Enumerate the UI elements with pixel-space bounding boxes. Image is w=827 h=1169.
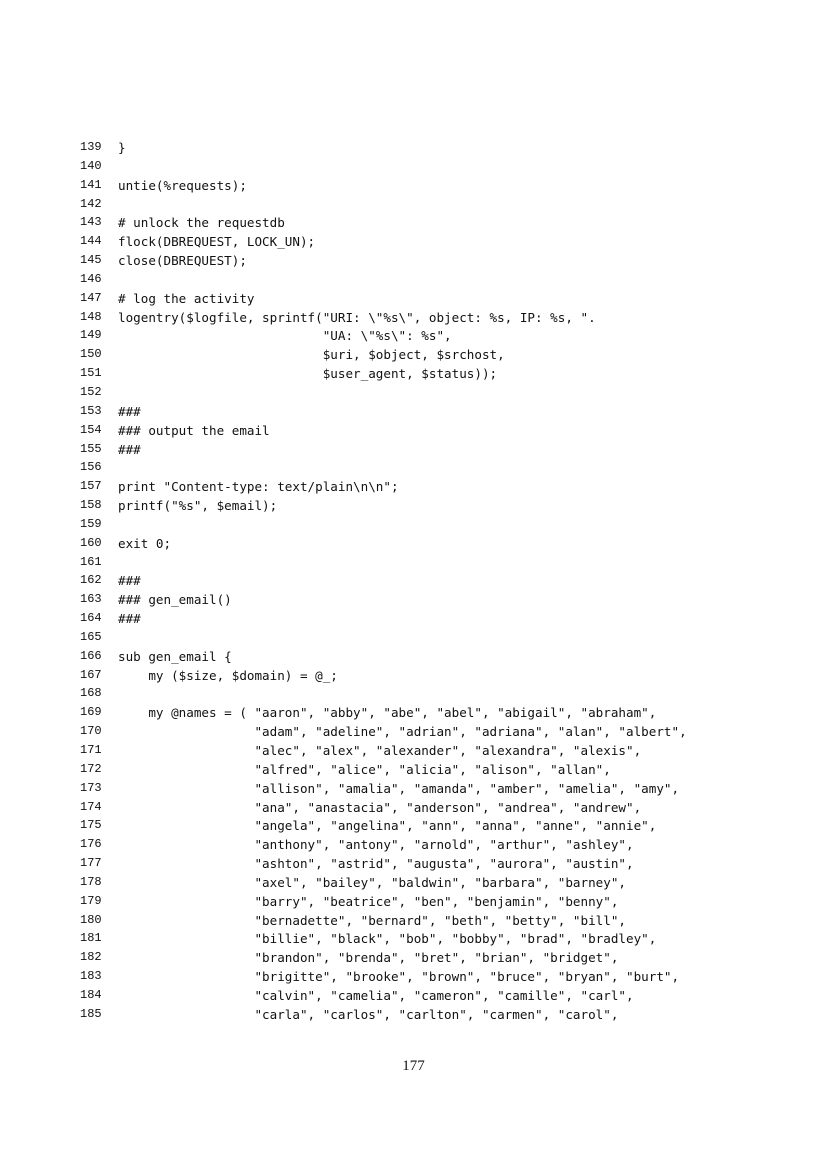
line-number: 177 [80,856,102,871]
code-text: "calvin", "camelia", "cameron", "camille", "carl", [118,987,634,1003]
code-text: "ana", "anastacia", "anderson", "andrea", "andrew", [118,799,642,815]
line-number: 141 [80,177,102,192]
line-number: 146 [80,271,102,286]
line-number: 183 [80,969,102,984]
line-number: 153 [80,403,102,418]
code-text: "alec", "alex", "alexander", "alexandra", "alexis", [118,743,642,758]
code-text: "alfred", "alice", "alicia", "alison", "allan", [118,761,611,777]
line-number: 149 [80,328,102,343]
line-number: 181 [80,931,102,946]
code-text: logentry($logfile, sprintf("URI: \"%s\", object: %s, IP: %s, ". [118,309,596,325]
line-number: 185 [80,1006,102,1021]
line-number: 147 [80,290,102,305]
line-number: 180 [80,912,102,927]
code-text: ### [118,611,141,627]
line-number: 157 [80,479,102,494]
line-number: 145 [80,253,102,268]
code-text: $user_agent, $status)); [118,366,498,382]
line-number: 139 [80,140,102,154]
code-text: "brigitte", "brooke", "brown", "bruce", "bryan", "burt", [118,969,680,985]
code-text: print "Content-type: text/plain\n\n"; [118,479,399,495]
code-text: "axel", "bailey", "baldwin", "barbara", "barney", [118,874,626,890]
code-text: exit 0; [118,535,172,551]
line-number: 152 [80,384,102,399]
code-text: printf("%s", $email); [118,498,278,514]
line-number: 148 [80,309,102,324]
code-text: ### output the email [118,422,270,438]
code-text: flock(DBREQUEST, LOCK_UN); [118,234,316,250]
code-text: sub gen_email { [118,648,232,664]
line-number: 163 [80,592,102,607]
page-number: 177 [402,1058,425,1074]
line-number: 151 [80,366,102,381]
code-text: ### [118,441,141,457]
code-text: # unlock the requestdb [118,215,285,231]
line-number: 173 [80,780,102,795]
code-text: "angela", "angelina", "ann", "anna", "anne", "annie", [118,818,657,834]
code-text: "billie", "black", "bob", "bobby", "brad", "bradley", [118,931,657,947]
line-number: 184 [80,987,102,1002]
line-number: 182 [80,950,102,965]
code-text: "allison", "amalia", "amanda", "amber", "amelia", "amy", [118,780,680,796]
line-number: 155 [80,441,102,456]
code-text: ### [118,573,141,589]
code-text: "ashton", "astrid", "augusta", "aurora", "austin", [118,856,634,872]
line-number: 165 [80,629,102,644]
line-number: 162 [80,573,102,588]
line-number: 178 [80,874,102,889]
code-text: "brandon", "brenda", "bret", "brian", "bridget", [118,950,619,966]
line-number: 166 [80,648,102,663]
code-text: "barry", "beatrice", "ben", "benjamin", "benny", [118,893,619,909]
line-number: 142 [80,196,102,211]
code-text: untie(%requests); [118,177,247,193]
line-number: 168 [80,686,102,701]
code-text: "bernadette", "bernard", "beth", "betty", "bill", [118,912,626,928]
code-text: "anthony", "antony", "arnold", "arthur", "ashley", [118,837,634,853]
line-number: 159 [80,516,102,531]
line-number: 150 [80,347,102,362]
line-number: 172 [80,761,102,776]
line-number: 171 [80,743,102,757]
line-number: 175 [80,818,102,833]
code-text: ### gen_email() [118,592,232,608]
code-text: "UA: \"%s\": %s", [118,328,452,344]
line-number: 164 [80,611,102,626]
line-number: 174 [80,799,102,814]
code-text: } [118,140,126,155]
code-text: close(DBREQUEST); [118,253,247,269]
line-number: 158 [80,498,102,513]
line-number: 169 [80,705,102,720]
code-text: $uri, $object, $srchost, [118,347,505,363]
line-number: 154 [80,422,102,437]
code-text: my @names = ( "aaron", "abby", "abe", "abel", "abigail", "abraham", [118,705,657,721]
line-number: 144 [80,234,102,249]
code-text: # log the activity [118,290,255,306]
line-number: 161 [80,554,102,569]
code-text: ### [118,403,141,419]
line-number: 179 [80,893,102,908]
line-number: 143 [80,215,102,230]
code-text: "carla", "carlos", "carlton", "carmen", "carol", [118,1006,619,1022]
code-text: "adam", "adeline", "adrian", "adriana", "alan", "albert", [118,724,687,740]
line-number: 167 [80,667,102,682]
line-number: 156 [80,460,102,475]
code-text: my ($size, $domain) = @_; [118,667,338,683]
line-number: 140 [80,158,102,173]
line-number: 160 [80,535,102,550]
line-number: 176 [80,837,102,852]
line-number: 170 [80,724,102,739]
